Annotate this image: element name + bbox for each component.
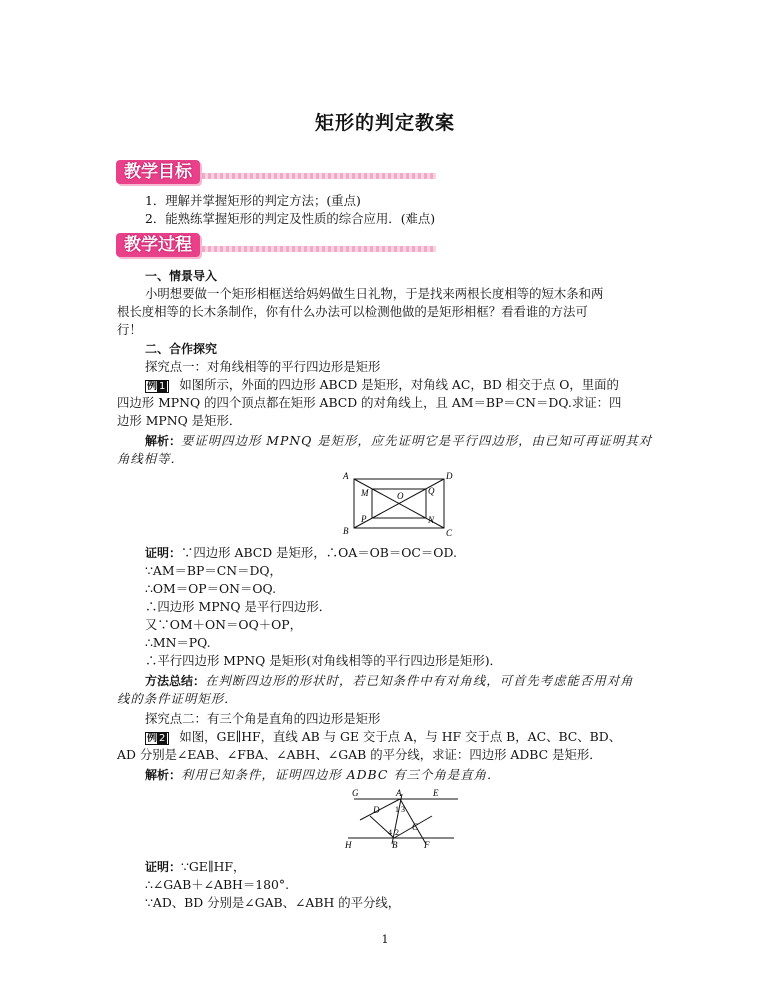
subsection-heading: 探究点二：有三个角是直角的四边形是矩形	[145, 711, 381, 726]
svg-text:2: 2	[395, 828, 399, 837]
proof-line: ∴平行四边形 MPNQ 是矩形(对角线相等的平行四边形是矩形)．	[145, 653, 502, 668]
proof-line: ∵AM＝BP＝CN＝DQ，	[145, 563, 282, 578]
proof-line: ∴OM＝OP＝ON＝OQ.	[145, 581, 277, 596]
paragraph-line: 小明想要做一个矩形相框送给妈妈做生日礼物，于是找来两根长度相等的短木条和两	[145, 286, 604, 301]
proof-label: 证明：	[145, 546, 182, 560]
page-title: 矩形的判定教案	[314, 112, 455, 134]
section-heading: 一、情景导入	[145, 269, 218, 283]
analysis-line: 角线相等．	[117, 451, 184, 466]
svg-text:H: H	[345, 840, 352, 850]
method-label: 方法总结：	[145, 674, 206, 688]
page-number: 1	[381, 933, 389, 946]
svg-text:C: C	[446, 528, 453, 538]
svg-text:B: B	[343, 526, 349, 536]
paragraph-line: 四边形 MPNQ 的四个顶点都在矩形 ABCD 的对角线上，且 AM＝BP＝CN＝DQ.求证：四	[117, 395, 622, 410]
paragraph-line: 边形 MPNQ 是矩形．	[117, 413, 242, 428]
svg-text:D: D	[446, 471, 453, 481]
example-badge: 例 1	[145, 380, 169, 393]
svg-text:G: G	[352, 788, 359, 798]
proof-line: 又∵OM＋ON＝OQ＋OP，	[145, 617, 303, 632]
svg-text:A: A	[396, 788, 402, 798]
goal-item: 1．理解并掌握矩形的判定方法；(重点)	[145, 193, 361, 208]
svg-text:M: M	[361, 488, 369, 498]
example-badge: 例 2	[145, 732, 169, 745]
subsection-heading: 探究点一：对角线相等的平行四边形是矩形	[145, 359, 381, 374]
method-summary-line: 方法总结：在判断四边形的形状时，若已知条件中有对角线，可首先考虑能否用对角	[145, 673, 634, 688]
svg-text:O: O	[397, 491, 404, 501]
proof-line: 证明：∵GE∥HF，	[145, 859, 246, 874]
section-banner-goals	[116, 162, 436, 184]
proof-line: ∴∠GAB＋∠ABH＝180°.	[145, 877, 290, 892]
section-heading: 二、合作探究	[145, 342, 218, 356]
banner-label: 教学目标	[116, 160, 200, 184]
proof-label: 证明：	[145, 860, 182, 874]
paragraph-line: 根长度相等的长木条制作，你有什么办法可以检测他做的是矩形相框？看看谁的方法可	[117, 304, 588, 319]
proof-line: 证明：∵四边形 ABCD 是矩形，∴OA＝OB＝OC＝OD.	[145, 545, 457, 560]
example-1-line: 例 1 如图所示，外面的四边形 ABCD 是矩形，对角线 AC，BD 相交于点 O，里面的	[147, 377, 619, 392]
svg-text:3: 3	[401, 805, 405, 814]
svg-text:1: 1	[395, 805, 399, 814]
svg-text:D: D	[373, 805, 380, 815]
figure-parallel-lines-bisectors	[340, 786, 470, 854]
svg-text:A: A	[343, 471, 349, 481]
banner-label: 教学过程	[116, 233, 200, 257]
svg-text:B: B	[392, 840, 398, 850]
analysis-label: 解析：	[145, 434, 182, 448]
svg-text:E: E	[433, 788, 439, 798]
figure-rectangle-diagonals	[340, 470, 460, 540]
example-2-line: 例 2 如图，GE∥HF，直线 AB 与 GE 交于点 A，与 HF 交于点 B，AC、BC、BD、	[147, 729, 622, 744]
svg-text:N: N	[428, 515, 435, 525]
analysis-label: 解析：	[145, 768, 182, 782]
proof-line: ∴四边形 MPNQ 是平行四边形．	[145, 599, 332, 614]
paragraph-line: AD 分别是∠EAB、∠FBA、∠ABH、∠GAB 的平分线，求证：四边形 ADBC 是矩形．	[117, 747, 602, 762]
svg-text:Q: Q	[428, 486, 435, 496]
goal-item: 2．能熟练掌握矩形的判定及性质的综合应用．(难点)	[145, 211, 436, 226]
svg-text:F: F	[424, 840, 430, 850]
paragraph-line: 行！	[117, 322, 142, 337]
proof-line: ∵AD、BD 分别是∠GAB、∠ABH 的平分线，	[145, 895, 401, 910]
svg-text:C: C	[412, 822, 419, 832]
proof-line: ∴MN＝PQ.	[145, 635, 211, 650]
analysis-line: 解析：要证明四边形 MPNQ 是矩形，应先证明它是平行四边形，由已知可再证明其对	[145, 433, 653, 448]
analysis-line: 解析：利用已知条件，证明四边形 ADBC 有三个角是直角．	[145, 767, 501, 782]
svg-text:P: P	[361, 514, 367, 524]
svg-text:4: 4	[388, 828, 392, 837]
method-summary-line: 线的条件证明矩形．	[117, 691, 238, 706]
section-banner-process	[116, 235, 436, 257]
